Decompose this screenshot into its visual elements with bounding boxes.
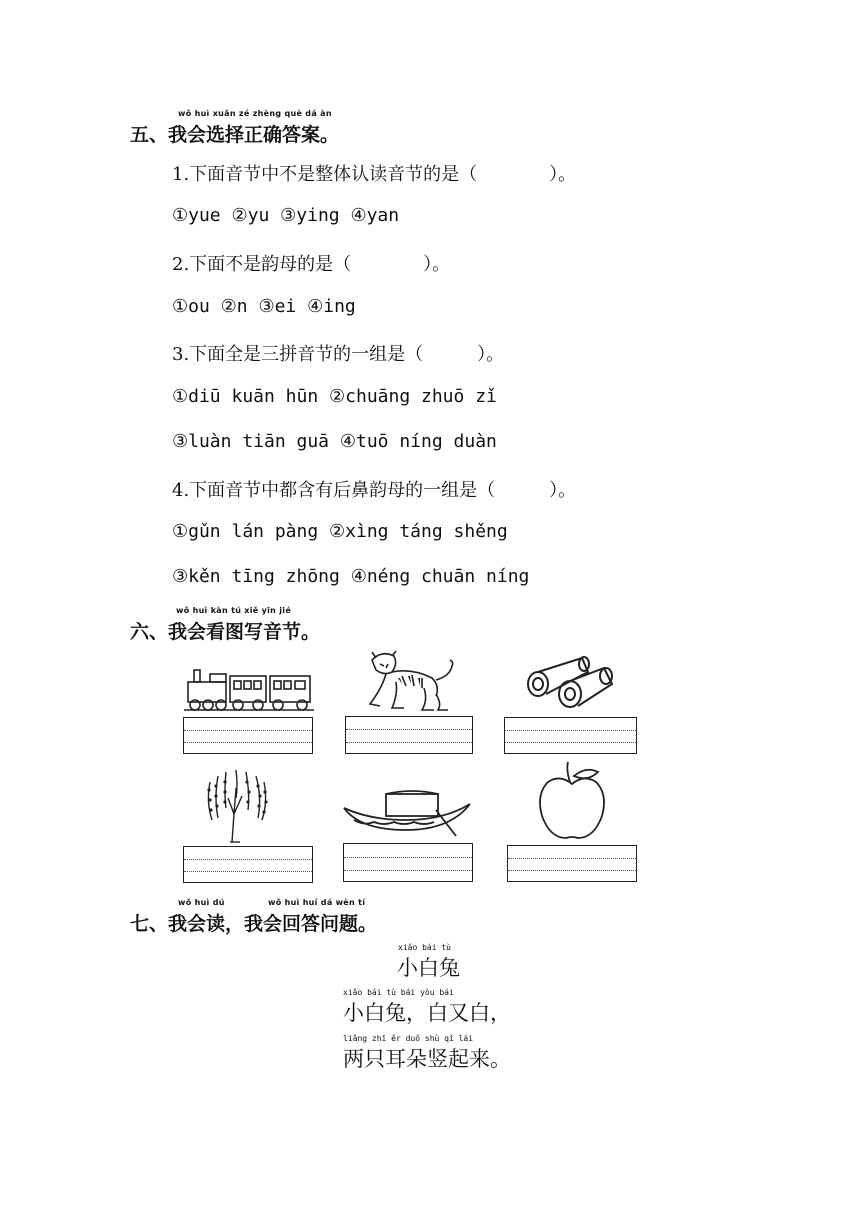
question-4-options-a: ①gǔn lán pàng ②xìng táng shěng <box>172 521 508 542</box>
poem-line-2-pinyin: liǎng zhī ěr duǒ shù qǐ lái <box>343 1034 474 1043</box>
poem-line-1: 小白兔，白又白， <box>343 1001 511 1025</box>
answer-box-tiger[interactable] <box>345 716 473 754</box>
question-4: 4.下面音节中都含有后鼻韵母的一组是（ ）。 <box>172 480 577 501</box>
question-3-options-a: ①diū kuān hūn ②chuāng zhuō zǐ <box>172 386 497 407</box>
section7-heading-pinyin-a: wǒ huì dú <box>178 898 225 907</box>
section7-heading-pinyin-b: wǒ huì huí dá wèn tí <box>268 898 366 907</box>
answer-box-train[interactable] <box>183 717 313 754</box>
question-4-options-b: ③kěn tīng zhōng ④néng chuān níng <box>172 566 530 587</box>
answer-box-willow-tree[interactable] <box>183 846 313 883</box>
train-picture <box>184 660 316 712</box>
question-2: 2.下面不是韵母的是（ ）。 <box>172 254 451 275</box>
section6-heading: 六、我会看图写音节。 <box>130 621 321 643</box>
answer-box-apple[interactable] <box>507 845 637 882</box>
question-1-options: ①yue ②yu ③ying ④yan <box>172 205 400 226</box>
binoculars-picture <box>524 654 614 710</box>
answer-box-boat[interactable] <box>343 843 473 882</box>
poem-title-pinyin: xiǎo bái tù <box>398 943 451 952</box>
willow-tree-picture <box>204 768 270 844</box>
section5-heading: 五、我会选择正确答案。 <box>130 124 340 146</box>
boat-picture <box>340 790 474 842</box>
poem-line-2: 两只耳朵竖起来。 <box>343 1047 511 1071</box>
question-3-options-b: ③luàn tiān guā ④tuō níng duàn <box>172 431 497 452</box>
apple-picture <box>536 760 608 842</box>
section7-heading: 七、我会读，我会回答问题。 <box>130 913 378 935</box>
question-1: 1.下面音节中不是整体认读音节的是（ ）。 <box>172 164 577 185</box>
tiger-picture <box>362 648 458 714</box>
poem-line-1-pinyin: xiǎo bái tù bái yòu bái <box>343 988 454 997</box>
question-3: 3.下面全是三拼音节的一组是（ ）。 <box>172 344 505 365</box>
section5-heading-pinyin: wǒ huì xuǎn zé zhèng què dá àn <box>178 109 332 118</box>
answer-box-binoculars[interactable] <box>504 717 637 754</box>
section6-heading-pinyin: wǒ huì kàn tú xiě yīn jié <box>176 606 292 615</box>
question-2-options: ①ou ②n ③ei ④ing <box>172 296 356 317</box>
poem-title: 小白兔 <box>397 956 460 980</box>
